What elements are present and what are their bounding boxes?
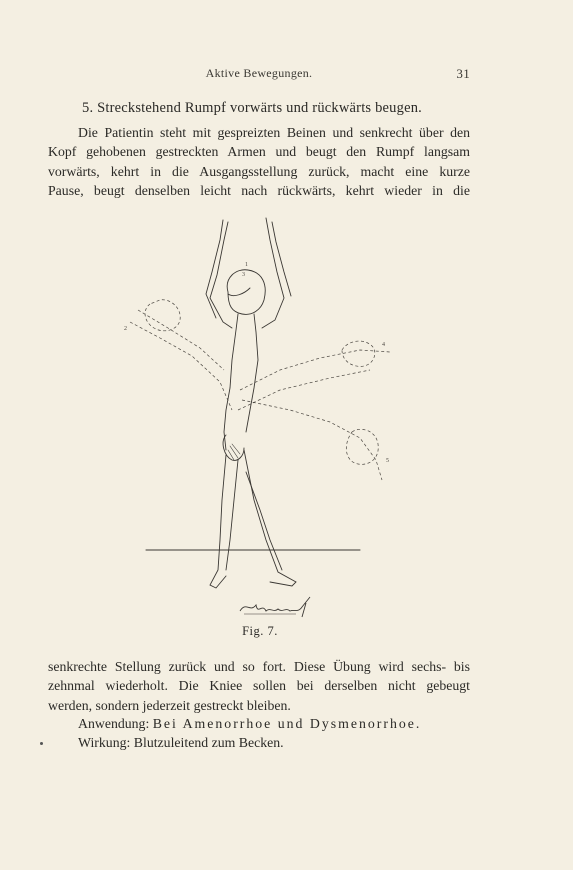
right-leg-inner — [246, 472, 282, 570]
head — [227, 270, 265, 315]
paragraph-exercise-continuation — [48, 657, 470, 715]
backward-bend-path — [240, 350, 390, 390]
application-line — [78, 714, 421, 733]
position-label: 5 — [386, 458, 389, 464]
running-head — [48, 66, 470, 84]
text-line: vorwärts, kehrt in die Ausgangsstellung zurück, macht eine kurze — [48, 163, 470, 179]
artist-signature — [236, 593, 316, 621]
torso-back — [224, 314, 238, 450]
position-label: 3 — [242, 272, 245, 278]
torso-front — [246, 314, 258, 432]
position-label: 1 — [245, 262, 248, 268]
text-line: senkrechte Stellung zurück und so fort. Diese Übung wird sechs- bis — [48, 659, 470, 674]
text-line: zehnmal wiederholt. Die Kniee sollen bei derselben nicht gebeugt — [48, 678, 470, 694]
margin-mark — [40, 742, 43, 745]
left-leg-inner — [226, 460, 238, 570]
figure-drawing — [120, 210, 420, 620]
page-number: 31 — [456, 66, 470, 81]
deep-bend-path — [242, 400, 382, 480]
figure-caption: Fig. 7. — [242, 624, 278, 638]
text-line: werden, sondern jederzeit gestreckt bleiben. — [48, 697, 291, 713]
text-line: Pause, beugt denselben leicht nach rückwärts, kehrt wieder in die — [48, 182, 470, 198]
paragraph-exercise-description — [48, 123, 470, 200]
application-label: Anwendung: — [78, 716, 150, 731]
left-arm-outline — [206, 220, 223, 318]
text-line: Kopf gehobenen gestreckten Armen und beugt den Rumpf langsam — [48, 144, 470, 160]
deep-bend-head — [346, 429, 378, 464]
forward-bend-head — [145, 300, 180, 331]
right-leg — [244, 450, 296, 586]
forward-bend-path-2 — [138, 310, 224, 370]
left-leg — [210, 455, 226, 588]
position-label: 2 — [124, 326, 127, 332]
section-heading: 5. Streckstehend Rumpf vorwärts und rückwärts beugen. — [82, 100, 422, 116]
right-arm-outline — [272, 222, 291, 296]
effect-label: Wirkung: — [78, 735, 131, 750]
figure-exercise-illustration — [120, 210, 420, 620]
shading — [228, 444, 240, 460]
text-line: Die Patientin steht mit gespreizten Beinen und senkrecht über den — [78, 125, 470, 140]
hair-line — [228, 288, 250, 296]
effect-text: Blutzuleitend zum Becken. — [133, 735, 284, 750]
application-text: Bei Amenorrhoe und Dysmenorrhoe. — [152, 716, 422, 731]
running-title: Aktive Bewegungen. — [205, 66, 313, 80]
right-arm — [262, 218, 284, 328]
effect-line — [78, 733, 284, 752]
backward-bend-head — [342, 341, 375, 366]
backward-bend-path-2 — [238, 370, 370, 410]
forward-bend-arm-path — [130, 322, 232, 410]
position-label: 4 — [382, 342, 385, 348]
